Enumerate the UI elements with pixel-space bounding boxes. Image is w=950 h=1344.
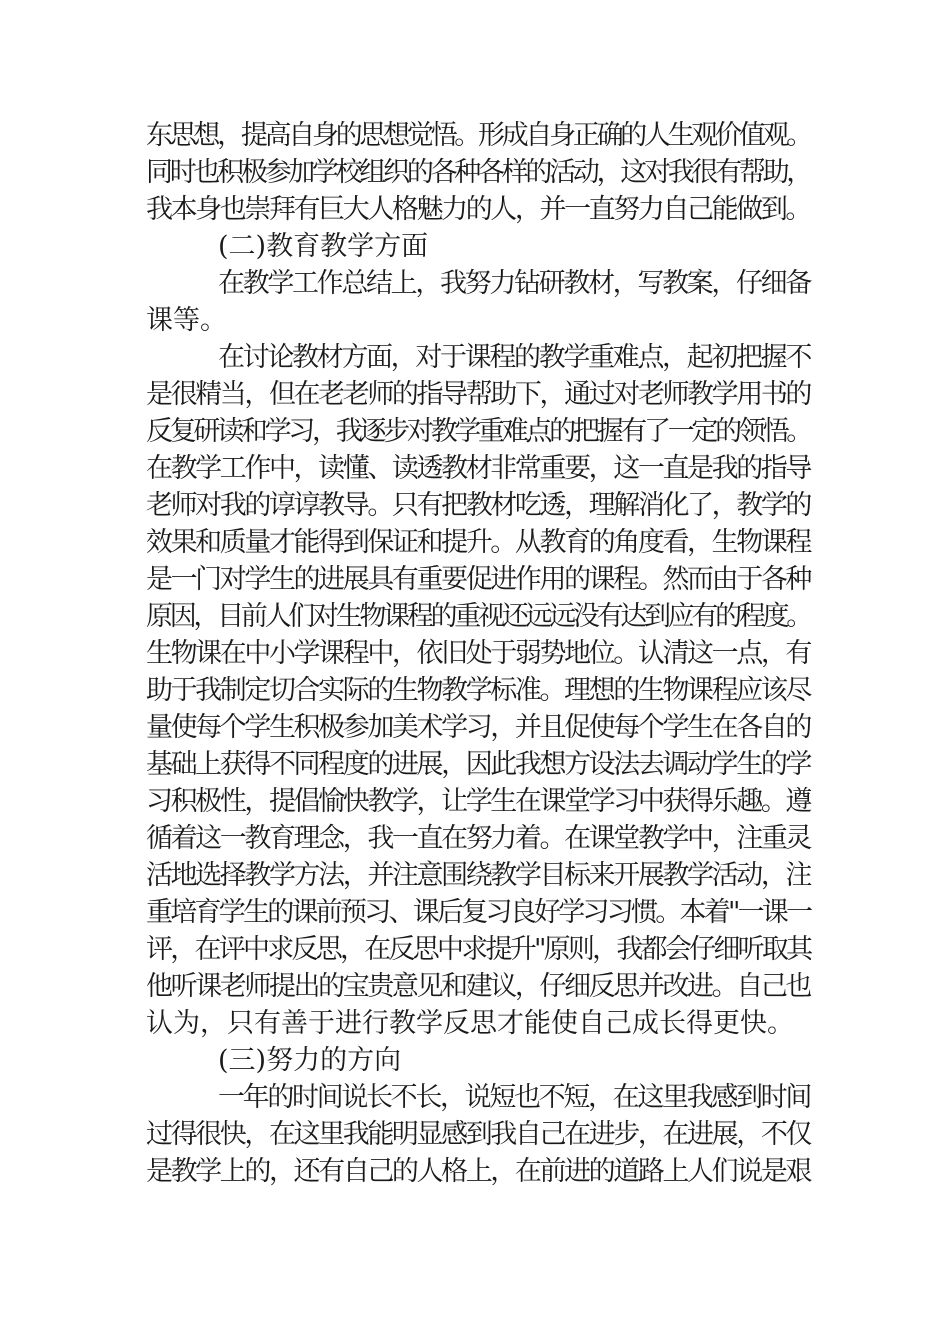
text-line-6: 课等。 xyxy=(146,305,227,336)
text-line-11: 老师对我的谆谆教导。只有把教材吃透，理解消化了，教学的 xyxy=(146,490,810,521)
text-line-23: 评，在评中求反思，在反思中求提升"原则，我都会仔细听取其 xyxy=(146,934,811,965)
text-line-16: 助于我制定切合实际的生物教学标准。理想的生物课程应该尽 xyxy=(146,675,810,706)
text-line-8: 是很精当，但在老老师的指导帮助下，通过对老师教学用书的 xyxy=(146,379,810,410)
text-line-14: 原因，目前人们对生物课程的重视还远远没有达到应有的程度。 xyxy=(146,601,810,632)
text-line-27: 一年的时间说长不长，说短也不短，在这里我感到时间 xyxy=(218,1082,810,1113)
text-line-21: 活地选择教学方法，并注意围绕教学目标来开展教学活动，注 xyxy=(146,860,810,891)
text-line-28: 过得很快，在这里我能明显感到我自己在进步，在进展，不仅 xyxy=(146,1119,810,1150)
text-line-17: 量使每个学生积极参加美术学习，并且促使每个学生在各自的 xyxy=(146,712,810,743)
text-line-20: 循着这一教育理念，我一直在努力着。在课堂教学中，注重灵 xyxy=(146,823,810,854)
text-line-1: 东思想，提高自身的思想觉悟。形成自身正确的人生观价值观。 xyxy=(146,120,810,151)
text-line-7: 在讨论教材方面，对于课程的教学重难点，起初把握不 xyxy=(218,342,810,373)
text-line-9: 反复研读和学习，我逐步对教学重难点的把握有了一定的领悟。 xyxy=(146,416,810,447)
text-line-18: 基础上获得不同程度的进展，因此我想方设法去调动学生的学 xyxy=(146,749,810,780)
text-line-3: 我本身也崇拜有巨大人格魅力的人，并一直努力自己能做到。 xyxy=(146,194,810,225)
text-line-5: 在教学工作总结上，我努力钻研教材，写教案，仔细备 xyxy=(218,268,810,299)
text-line-25: 认为，只有善于进行教学反思才能使自己成长得更快。 xyxy=(146,1008,794,1039)
text-line-24: 他听课老师提出的宝贵意见和建议，仔细反思并改进。自己也 xyxy=(146,971,810,1002)
text-line-29: 是教学上的，还有自己的人格上，在前进的道路上人们说是艰 xyxy=(146,1156,810,1187)
text-line-22: 重培育学生的课前预习、课后复习良好学习习惯。本着"一课一 xyxy=(146,897,811,928)
text-line-10: 在教学工作中，读懂、读透教材非常重要，这一直是我的指导 xyxy=(146,453,810,484)
section-heading-3: (三)努力的方向 xyxy=(218,1045,402,1076)
text-line-2: 同时也积极参加学校组织的各种各样的活动，这对我很有帮助， xyxy=(146,157,810,188)
text-line-12: 效果和质量才能得到保证和提升。从教育的角度看，生物课程 xyxy=(146,527,810,558)
text-line-15: 生物课在中小学课程中，依旧处于弱势地位。认清这一点，有 xyxy=(146,638,810,669)
text-line-19: 习积极性，提倡愉快教学，让学生在课堂学习中获得乐趣。遵 xyxy=(146,786,810,817)
section-heading-2: (二)教育教学方面 xyxy=(218,231,429,262)
text-line-13: 是一门对学生的进展具有重要促进作用的课程。然而由于各种 xyxy=(146,564,810,595)
